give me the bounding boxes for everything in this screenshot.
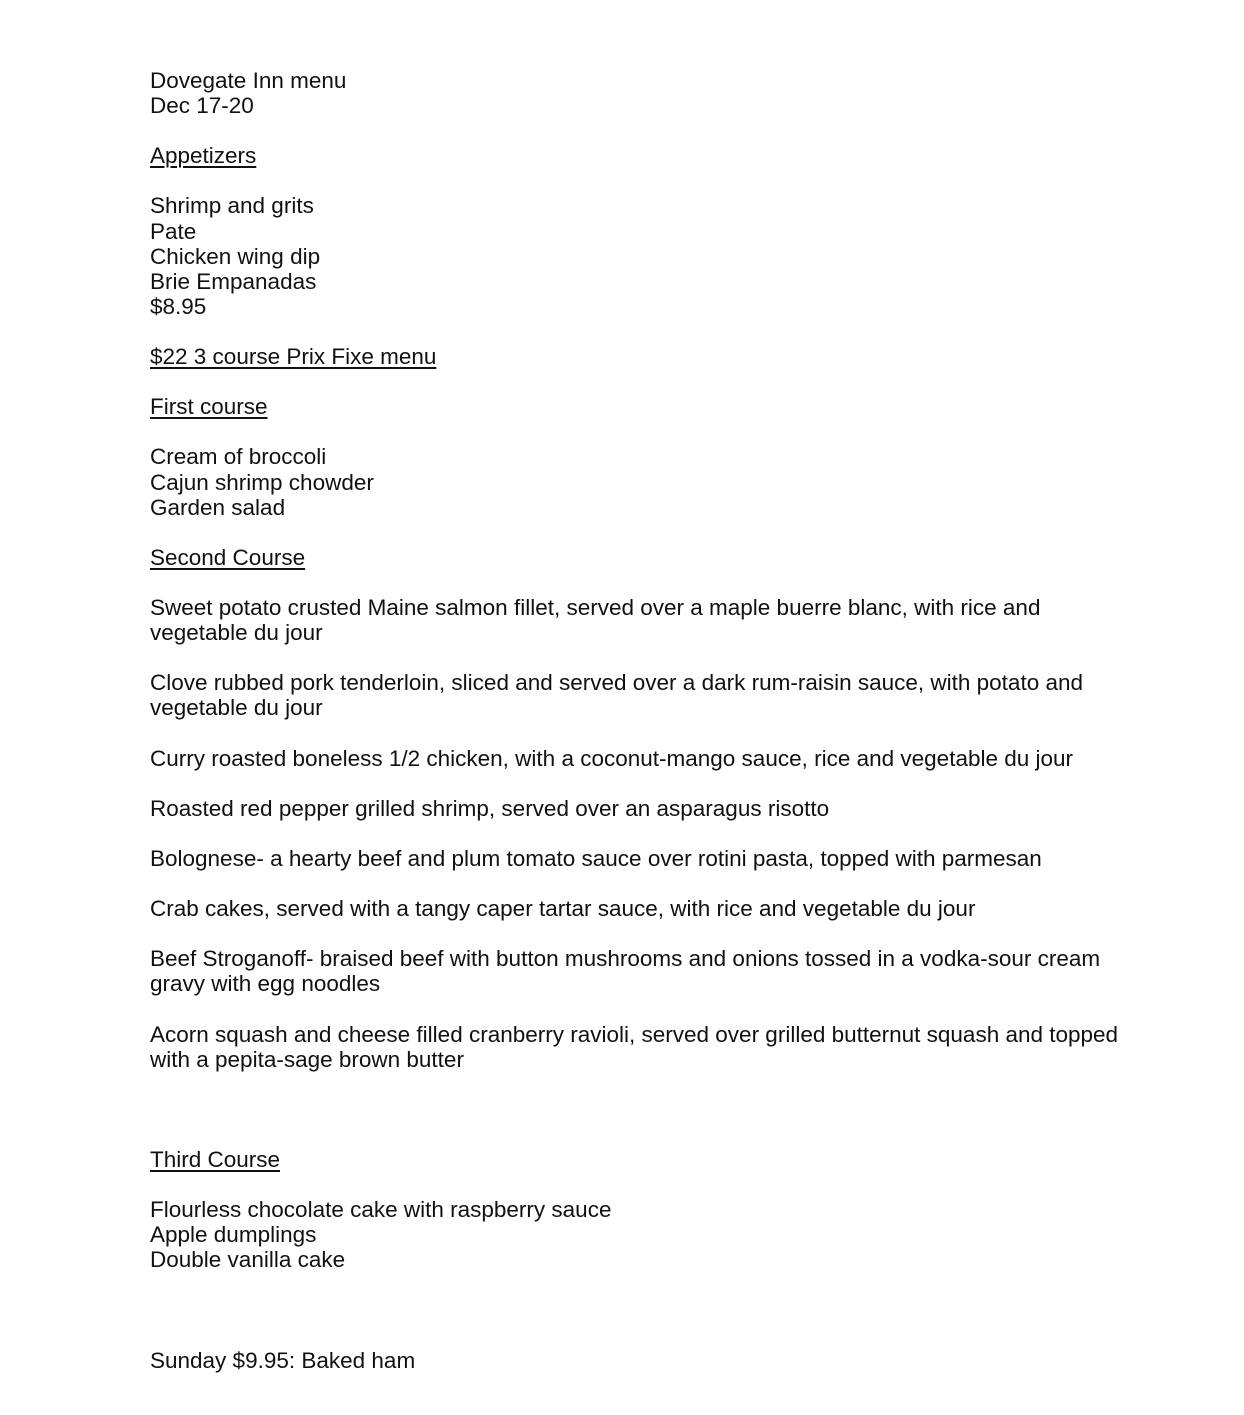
third-course-heading: Third Course: [150, 1147, 281, 1173]
menu-dates: Dec 17-20: [150, 93, 254, 119]
spacer: [150, 1072, 1130, 1097]
spacer: [150, 720, 1130, 745]
spacer: [150, 168, 1130, 193]
appetizer-item: Brie Empanadas: [150, 268, 317, 294]
spacer: [150, 1298, 1130, 1323]
appetizer-price: $8.95: [150, 293, 207, 319]
menu-document: [150, 68, 1130, 1373]
first-course-item: Cajun shrimp chowder: [150, 469, 374, 495]
second-course-item: Beef Stroganoff- braised beef with button mushrooms and onions tossed in a vodka-sour cream gravy with egg noodles: [150, 946, 1101, 997]
spacer: [150, 1323, 1130, 1348]
appetizer-item: Shrimp and grits: [150, 193, 314, 219]
second-course-item: Roasted red pepper grilled shrimp, served over an asparagus risotto: [150, 795, 830, 821]
spacer: [150, 821, 1130, 846]
third-course-item: Flourless chocolate cake with raspberry sauce: [150, 1197, 612, 1223]
spacer: [150, 771, 1130, 796]
second-course-item: Curry roasted boneless 1/2 chicken, with a coconut-mango sauce, rice and vegetable du jour: [150, 745, 1074, 771]
appetizer-item: Pate: [150, 218, 197, 244]
first-course-item: Cream of broccoli: [150, 444, 327, 470]
spacer: [150, 645, 1130, 670]
spacer: [150, 921, 1130, 946]
spacer: [150, 118, 1130, 143]
second-course-item: Crab cakes, served with a tangy caper tartar sauce, with rice and vegetable du jour: [150, 896, 976, 922]
appetizers-heading: Appetizers: [150, 143, 257, 169]
spacer: [150, 996, 1130, 1021]
second-course-item: Sweet potato crusted Maine salmon fillet, served over a maple buerre blanc, with rice and vegetable du jour: [150, 594, 1041, 646]
spacer: [150, 570, 1130, 595]
first-course-item: Garden salad: [150, 494, 286, 520]
spacer: [150, 369, 1130, 394]
spacer: [150, 419, 1130, 444]
second-course-item: Acorn squash and cheese filled cranberry ravioli, served over grilled butternut squash and topped with a pepita-sage brown butter: [150, 1021, 1119, 1072]
third-course-item: Double vanilla cake: [150, 1247, 346, 1273]
sunday-special: Sunday $9.95: Baked ham: [150, 1347, 416, 1373]
menu-title: Dovegate Inn menu: [150, 68, 347, 93]
spacer: [150, 1273, 1130, 1298]
appetizer-item: Chicken wing dip: [150, 243, 321, 269]
first-course-heading: First course: [150, 394, 268, 420]
second-course-heading: Second Course: [150, 544, 306, 570]
spacer: [150, 1122, 1130, 1147]
spacer: [150, 1172, 1130, 1197]
third-course-item: Apple dumplings: [150, 1222, 317, 1248]
second-course-item: Clove rubbed pork tenderloin, sliced and served over a dark rum-raisin sauce, with potato and vegetable du jour: [150, 670, 1084, 721]
spacer: [150, 871, 1130, 896]
spacer: [150, 520, 1130, 545]
prix-fixe-heading: $22 3 course Prix Fixe menu: [150, 344, 437, 370]
second-course-item: Bolognese- a hearty beef and plum tomato sauce over rotini pasta, topped with parmesan: [150, 845, 1042, 871]
spacer: [150, 1097, 1130, 1122]
spacer: [150, 319, 1130, 344]
